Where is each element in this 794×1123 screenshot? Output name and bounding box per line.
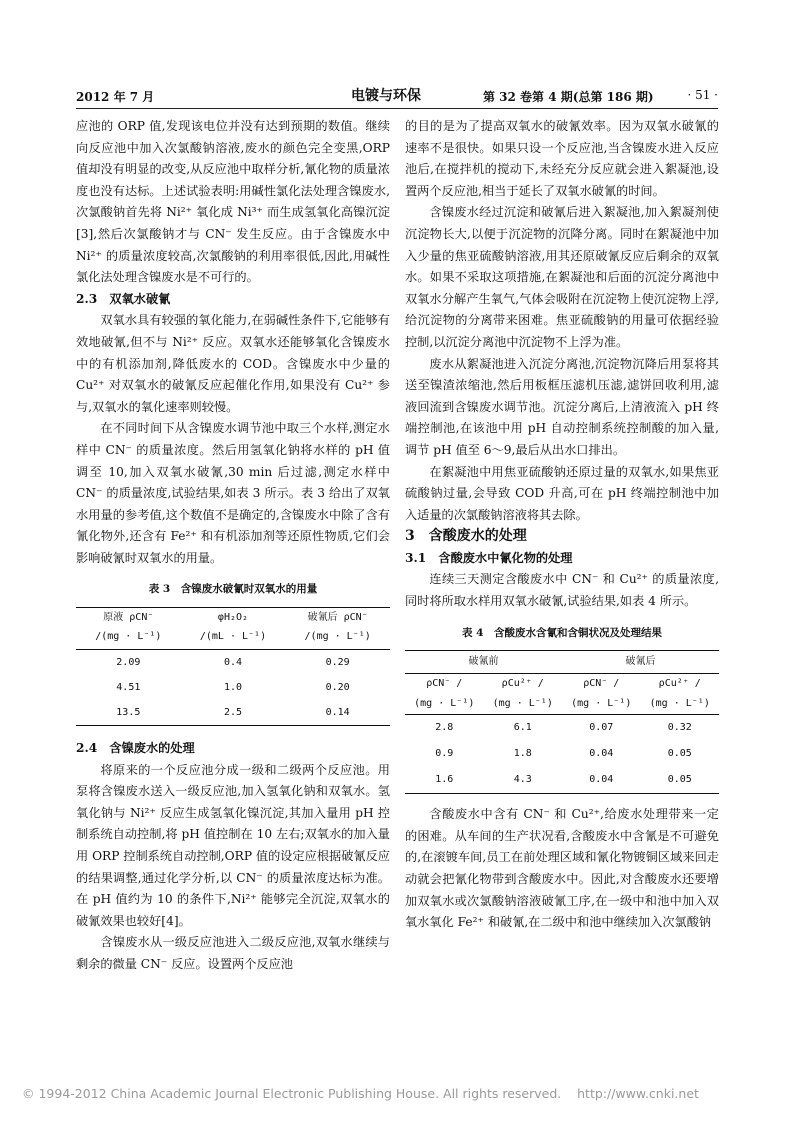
left-column — [76, 116, 390, 976]
table-header-unit: (mg · L⁻¹) — [484, 694, 563, 715]
table-cell: 1.0 — [223, 682, 243, 694]
table-cell: 2.09 — [116, 657, 141, 669]
table-cell: 6.1 — [513, 722, 532, 734]
table-row — [405, 767, 719, 794]
table-header-unit: (mg · L⁻¹) — [562, 694, 641, 715]
table-cell: 2.5 — [223, 707, 243, 719]
copyright-footer: © 1994-2012 China Academic Journal Electronic Publishing House. All rights reserved. http://www.cnki.net — [22, 1086, 699, 1101]
table-cell: 1.8 — [513, 748, 532, 760]
section-heading-3-1: 3.1 含酸废水中氰化物的处理 — [405, 550, 573, 565]
table-header: 破氰后 ρCN⁻ — [307, 612, 368, 624]
table-header: φH₂O₂ — [217, 612, 249, 624]
table-header-unit: (mg · L⁻¹) — [405, 694, 484, 715]
table-4-caption: 表 4 含酸废水含氰和含铜状况及处理结果 — [462, 626, 662, 639]
paragraph: 连续三天测定含酸废水中 CN⁻ 和 Cu²⁺ 的质量浓度,同时将所取水样用双氧水破氰,试验结果,如表 4 所示。 — [405, 572, 719, 609]
table-cell: 13.5 — [116, 707, 141, 719]
section-heading-3: 3 含酸废水的处理 — [405, 528, 527, 545]
right-column — [405, 116, 719, 934]
table-row — [405, 741, 719, 767]
paragraph: 将原来的一个反应池分成一级和二级两个反应池。用泵将含镍废水送入一级反应池,加入氢氧化钠和双氧水。氢氧化钠与 Ni²⁺ 反应生成氢氧化镍沉淀,其加入量用 pH 控制系统自动控制,将 pH 值控制在 10 左右;双氧水的加入量用 ORP 控制系统自动控制,ORP 值的设定应根据破氰反应的结果调整,通过化学分析,以 CN⁻ 的质量浓度达标为准。在 pH 值约为 10 的条件下,Ni²⁺ 能够完全沉淀,双氧水的破氰效果也较好[4]。 — [76, 762, 390, 928]
table-header-unit: /(mg · L⁻¹) — [76, 627, 181, 650]
paragraph: 含酸废水中含有 CN⁻ 和 Cu²⁺,给废水处理带来一定的困难。从车间的生产状况看,含酸废水中含氰是不可避免的,在滚镀车间,员工在前处理区域和氰化物镀铜区域来回走动就会把氰化物带到含酸废水中。因此,对含酸废水还要增加双氧水或次氯酸钠溶液破氰工序,在一级中和池中加入双氧水氧化 Fe²⁺ 和破氰,在二级中和池中继续加入次氯酸钠 — [405, 807, 719, 930]
table-cell: 0.04 — [589, 774, 614, 786]
table-row — [405, 715, 719, 742]
table-header: ρCN⁻ / — [583, 678, 620, 690]
section-heading-2-3: 2.3 双氧水破氰 — [76, 291, 171, 306]
table-cell: 4.3 — [513, 774, 532, 786]
table-cell: 0.07 — [589, 722, 614, 734]
table-cell: 0.04 — [589, 748, 614, 760]
paragraph: 双氧水具有较强的氧化能力,在弱碱性条件下,它能够有效地破氰,但不与 Ni²⁺ 反应。双氧水还能够氧化含镍废水中的有机添加剂,降低废水的 COD。含镍废水中少量的 Cu²⁺ 对双氧水的破氰反应起催化作用,如果没有 Cu²⁺ 参与,双氧水的氧化速率则较慢。 — [76, 313, 390, 414]
table-row — [76, 675, 390, 700]
section-heading-2-4: 2.4 含镍废水的处理 — [76, 741, 195, 756]
header-rule — [76, 108, 718, 109]
table-row — [76, 700, 390, 726]
table-row — [76, 650, 390, 676]
paragraph: 在不同时间下从含镍废水调节池中取三个水样,测定水样中 CN⁻ 的质量浓度。然后用氢氧化钠将水样的 pH 值调至 10,加入双氧水破氰,30 min 后过滤,测定水样中 CN⁻ 的质量浓度,试验结果,如表 3 所示。表 3 给出了双氧水用量的参考值,这个数值不是确定的,含镍废水中除了含有氰化物外,还含有 Fe²⁺ 和有机添加剂等还原性物质,它们会影响破氰时双氧水的用量。 — [76, 421, 390, 565]
table-cell: 0.32 — [667, 722, 692, 734]
header-date: 2012 年 7 月 — [76, 90, 155, 104]
table-3-caption: 表 3 含镍废水破氰时双氧水的用量 — [148, 583, 318, 596]
table-header: ρCu²⁺ / — [658, 678, 701, 690]
table-header-unit: /(mL · L⁻¹) — [181, 627, 286, 650]
table-cell: 0.29 — [325, 657, 350, 669]
table-4 — [405, 650, 719, 794]
table-cell: 0.4 — [223, 657, 243, 669]
paragraph: 在絮凝池中用焦亚硫酸钠还原过量的双氧水,如果焦亚硫酸钠过量,会导致 COD 升高,可在 pH 终端控制池中加入适量的次氯酸钠溶液将其去除。 — [405, 464, 719, 522]
paragraph: 含镍废水经过沉淀和破氰后进入絮凝池,加入絮凝剂使沉淀物长大,以便于沉淀物的沉降分离。同时在絮凝池中加入少量的焦亚硫酸钠溶液,用其还原破氰反应后剩余的双氧水。如果不采取这项措施,在絮凝池和后面的沉淀分离池中双氧水分解产生氧气,气体会吸附在沉淀物上使沉淀物上浮,给沉淀物的分离带来困难。焦亚硫酸钠的用量可依据经验控制,以沉淀分离池中沉淀物不上浮为准。 — [405, 205, 719, 349]
table-cell: 4.51 — [116, 682, 141, 694]
header-issue: 第 32 卷第 4 期(总第 186 期) — [483, 90, 654, 104]
table-header: 原液 ρCN⁻ — [103, 612, 154, 624]
table-header-unit: /(mg · L⁻¹) — [285, 627, 390, 650]
paragraph: 的目的是为了提高双氧水的破氰效率。因为双氧水破氰的速率不是很快。如果只设一个反应池,当含镍废水进入反应池后,在搅拌机的搅动下,未经充分反应就会进入絮凝池,设置两个反应池,相当于延长了双氧水破氰的时间。 — [405, 119, 719, 198]
table-cell: 0.14 — [325, 707, 350, 719]
table-group-header: 破氰后 — [562, 651, 719, 674]
table-cell: 0.20 — [325, 682, 350, 694]
table-cell: 1.6 — [435, 774, 454, 786]
table-cell: 0.9 — [435, 748, 454, 760]
table-header: ρCN⁻ / — [426, 678, 463, 690]
paragraph: 废水从絮凝池进入沉淀分离池,沉淀物沉降后用泵将其送至镍渣浓缩池,然后用板框压滤机压滤,滤饼回收利用,滤液回流到含镍废水调节池。沉淀分离后,上清液流入 pH 终端控制池,在该池中用 pH 自动控制系统控制酸的加入量,调节 pH 值至 6～9,最后从出水口排出。 — [405, 356, 719, 457]
paragraph: 应池的 ORP 值,发现该电位并没有达到预期的数值。继续向反应池中加入次氯酸钠溶液,废水的颜色完全变黑,ORP 值却没有明显的改变,从反应池中取样分析,氰化物的质量浓度也没有达标。上述试验表明:用碱性氯化法处理含镍废水,次氯酸钠首先将 Ni²⁺ 氧化成 Ni³⁺ 而生成氢氧化高镍沉淀[3],然后次氯酸钠才与 CN⁻ 发生反应。由于含镍废水中 Ni²⁺ 的质量浓度较高,次氯酸钠的利用率很低,因此,用碱性氯化法处理含镍废水是不可行的。 — [76, 119, 390, 285]
table-cell: 0.05 — [667, 748, 692, 760]
journal-title: 电镀与环保 — [351, 88, 421, 104]
running-header — [76, 86, 718, 108]
table-cell: 2.8 — [435, 722, 454, 734]
table-header: ρCu²⁺ / — [501, 678, 544, 690]
paragraph: 含镍废水从一级反应池进入二级反应池,双氧水继续与剩余的微量 CN⁻ 反应。设置两个反应池 — [76, 935, 390, 971]
table-header-unit: (mg · L⁻¹) — [641, 694, 720, 715]
table-group-header: 破氰前 — [405, 651, 562, 674]
table-3 — [76, 607, 390, 726]
page-number: · 51 · — [687, 88, 718, 102]
table-cell: 0.05 — [667, 774, 692, 786]
